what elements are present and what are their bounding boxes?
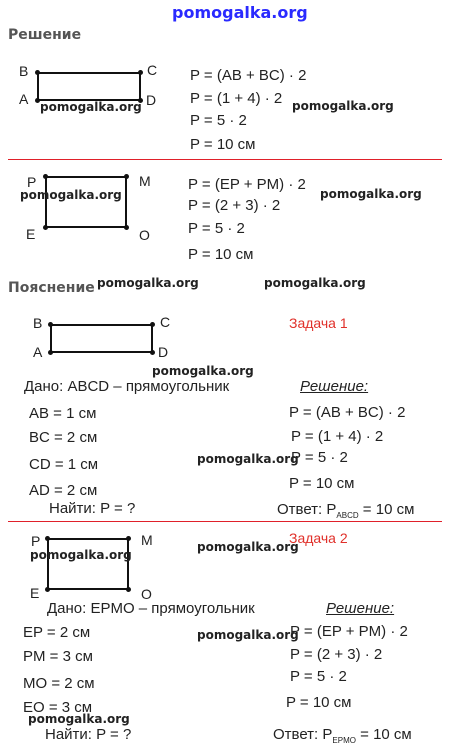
rectangle-epmo (47, 538, 129, 590)
vertex-point-b (48, 322, 53, 327)
vertex-label-a: A (19, 91, 29, 107)
vertex-label-p: P (31, 533, 41, 549)
vertex-label-m: M (141, 532, 153, 548)
rectangle-abcd (37, 72, 141, 101)
formula-line: P = (2 + 3) · 2 (188, 197, 281, 214)
vertex-label-b: B (19, 63, 29, 79)
watermark: pomogalka.org (292, 99, 394, 113)
watermark: pomogalka.org (20, 188, 122, 202)
formula-line: P = 10 см (190, 136, 256, 153)
vertex-point-a (48, 350, 53, 355)
divider (8, 521, 442, 522)
watermark: pomogalka.org (30, 548, 132, 562)
vertex-point-m (124, 174, 129, 179)
solution-line: P = 10 см (289, 475, 355, 492)
solution-line: P = (1 + 4) · 2 (291, 428, 384, 445)
vertex-point-c (150, 322, 155, 327)
vertex-label-c: C (147, 62, 158, 78)
vertex-label-c: C (160, 314, 171, 330)
solution-line: P = 10 см (286, 694, 352, 711)
vertex-label-o: O (139, 227, 150, 243)
solution-line: P = 5 · 2 (290, 668, 347, 685)
vertex-label-a: A (33, 344, 43, 360)
solution-line: P = (EP + PM) · 2 (290, 623, 408, 640)
watermark: pomogalka.org (152, 364, 254, 378)
given-value: EP = 2 см (23, 624, 91, 641)
vertex-point-e (43, 225, 48, 230)
given-value: EO = 3 см (23, 699, 93, 716)
vertex-point-c (138, 70, 143, 75)
given-value: AB = 1 см (29, 405, 97, 422)
vertex-point-p (43, 174, 48, 179)
rectangle-abcd (50, 324, 153, 353)
watermark: pomogalka.org (264, 276, 366, 290)
vertex-point-e (45, 587, 50, 592)
formula-line: P = (AB + BC) · 2 (190, 67, 307, 84)
formula-line: P = 5 · 2 (188, 220, 245, 237)
formula-line: P = 5 · 2 (190, 112, 247, 129)
solution-line: P = (2 + 3) · 2 (290, 646, 383, 663)
vertex-point-p (45, 536, 50, 541)
vertex-label-e: E (30, 585, 40, 601)
vertex-point-o (124, 225, 129, 230)
vertex-point-d (150, 350, 155, 355)
watermark: pomogalka.org (97, 276, 199, 290)
vertex-label-p: P (27, 174, 37, 190)
vertex-point-o (126, 587, 131, 592)
formula-line: P = 10 см (188, 246, 254, 263)
vertex-label-d: D (146, 92, 157, 108)
find-statement: Найти: P = ? (49, 500, 136, 517)
answer: Ответ: $P_{EPMO} = 10$ см (273, 726, 412, 745)
task-title: Задача 2 (289, 530, 348, 546)
formula-line: P = (EP + PM) · 2 (188, 176, 306, 193)
formula-line: P = (1 + 4) · 2 (190, 90, 283, 107)
watermark: pomogalka.org (197, 540, 299, 554)
given-value: BC = 2 см (29, 429, 98, 446)
vertex-label-o: O (141, 586, 152, 602)
given-value: MO = 2 см (23, 675, 95, 692)
vertex-label-d: D (158, 344, 169, 360)
vertex-label-b: B (33, 315, 43, 331)
task-title: Задача 1 (289, 315, 348, 331)
solution-heading: Решение: (300, 378, 369, 395)
given-value: AD = 2 см (29, 482, 98, 499)
given-value: CD = 1 см (29, 456, 99, 473)
find-statement: Найти: P = ? (45, 726, 132, 743)
divider (8, 159, 442, 160)
section-title-solution: Решение (8, 27, 82, 43)
solution-heading: Решение: (326, 600, 395, 617)
solution-line: P = (AB + BC) · 2 (289, 404, 406, 421)
watermark: pomogalka.org (40, 100, 142, 114)
given-value: PM = 3 см (23, 648, 93, 665)
rectangle-epmo (45, 176, 127, 228)
vertex-point-m (126, 536, 131, 541)
solution-line: P = 5 · 2 (291, 449, 348, 466)
watermark: pomogalka.org (197, 452, 299, 466)
vertex-label-e: E (26, 226, 36, 242)
vertex-label-m: M (139, 173, 151, 189)
watermark: pomogalka.org (320, 187, 422, 201)
answer: Ответ: $P_{ABCD} = 10$ см (277, 501, 415, 520)
watermark: pomogalka.org (28, 712, 130, 726)
vertex-point-b (35, 70, 40, 75)
section-title-explanation: Пояснение (8, 280, 95, 296)
given-statement: Дано: EPMO – прямоугольник (47, 600, 255, 617)
given-statement: Дано: ABCD – прямоугольник (24, 378, 230, 395)
site-header[interactable]: pomogalka.org (172, 3, 308, 22)
watermark: pomogalka.org (197, 628, 299, 642)
